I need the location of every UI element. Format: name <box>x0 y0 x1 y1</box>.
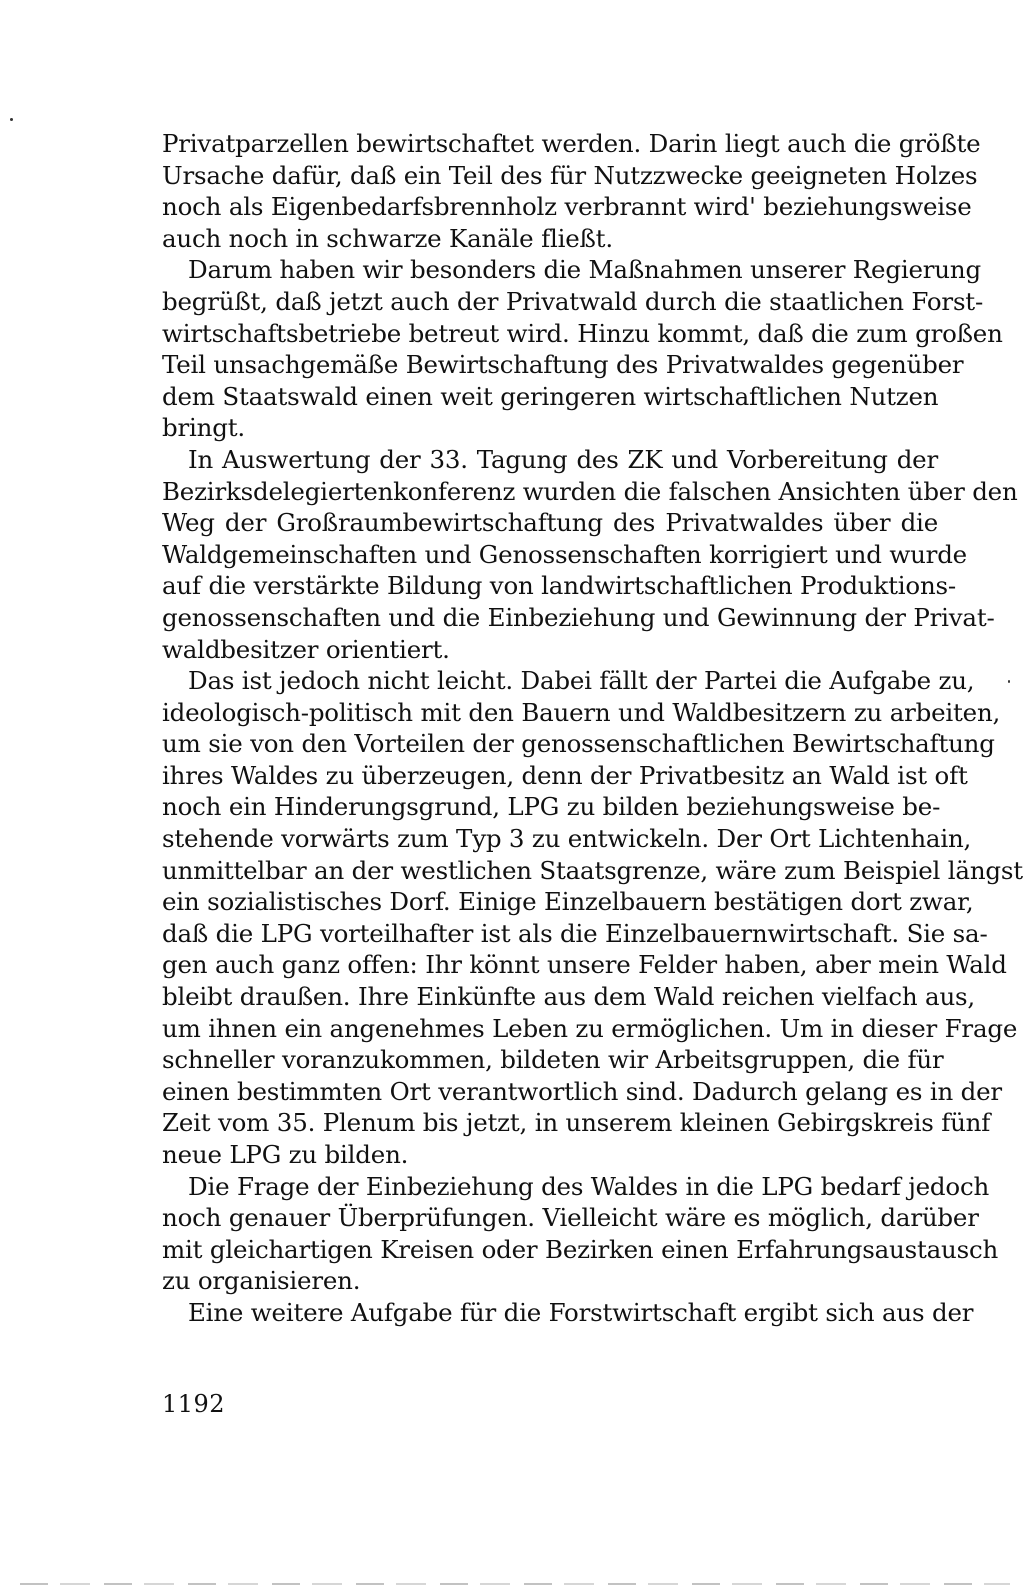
scan-speck <box>10 118 13 121</box>
text-line: zu organisieren. <box>162 1266 361 1296</box>
text-line: um sie von den Vorteilen der genossenschaftlichen Bewirtschaftung <box>162 729 995 759</box>
text-line: auf die verstärkte Bildung von landwirtschaftlichen Produktions- <box>162 571 956 601</box>
text-line: auch noch in schwarze Kanäle fließt. <box>162 223 613 253</box>
text-line: Bezirksdelegiertenkonferenz wurden die falschen Ansichten über den <box>162 476 1018 506</box>
text-line: noch genauer Überprüfungen. Vielleicht wäre es möglich, darüber <box>162 1203 979 1233</box>
text-line: neue LPG zu bilden. <box>162 1140 409 1169</box>
text-line: schneller voranzukommen, bildeten wir Arbeitsgruppen, die für <box>162 1045 944 1075</box>
paragraph <box>162 444 1018 665</box>
scan-edge <box>20 1583 1010 1585</box>
text-line: bringt. <box>162 413 245 443</box>
text-line: begrüßt, daß jetzt auch der Privatwald durch die staatlichen Forst- <box>162 286 984 316</box>
text-line: Ursache dafür, daß ein Teil des für Nutzzwecke geeigneten Holzes <box>162 160 978 190</box>
text-line: Die Frage der Einbeziehung des Waldes in die LPG bedarf jedoch <box>188 1171 990 1201</box>
text-line: gen auch ganz offen: Ihr könnt unsere Felder haben, aber mein Wald <box>162 950 1007 980</box>
text-line: Teil unsachgemäße Bewirtschaftung des Privatwaldes gegenüber <box>162 350 964 380</box>
paragraph <box>162 254 1003 444</box>
paragraph <box>162 128 981 254</box>
text-line: Das ist jedoch nicht leicht. Dabei fällt der Partei die Aufgabe zu, <box>188 666 975 696</box>
paragraph <box>162 1297 974 1329</box>
text-line: daß die LPG vorteilhafter ist als die Einzelbauernwirtschaft. Sie sa- <box>162 918 988 948</box>
text-line: Eine weitere Aufgabe für die Forstwirtschaft ergibt sich aus der <box>188 1297 974 1327</box>
text-line: stehende vorwärts zum Typ 3 zu entwickeln. Der Ort Lichtenhain, <box>162 824 972 854</box>
text-line: waldbesitzer orientiert. <box>162 634 450 664</box>
body-text <box>162 128 1023 1329</box>
text-line: genossenschaften und die Einbeziehung und Gewinnung der Privat- <box>162 602 995 632</box>
text-line: ein sozialistisches Dorf. Einige Einzelbauern bestätigen dort zwar, <box>162 887 974 917</box>
text-line: wirtschaftsbetriebe betreut wird. Hinzu kommt, daß die zum großen <box>162 318 1003 348</box>
text-line: bleibt draußen. Ihre Einkünfte aus dem Wald reichen vielfach aus, <box>162 982 975 1012</box>
text-line: noch ein Hinderungsgrund, LPG zu bilden beziehungsweise be- <box>162 792 941 822</box>
text-line: einen bestimmten Ort verantwortlich sind. Dadurch gelang es in der <box>162 1076 1002 1106</box>
paragraph <box>162 665 1023 1171</box>
page-number: 1192 <box>162 1390 226 1418</box>
text-line: mit gleichartigen Kreisen oder Bezirken einen Erfahrungsaustausch <box>162 1234 999 1264</box>
text-line: Weg der Großraumbewirtschaftung des Privatwaldes über die <box>162 508 938 538</box>
text-line: Darum haben wir besonders die Maßnahmen unserer Regierung <box>188 255 981 285</box>
text-line: unmittelbar an der westlichen Staatsgrenze, wäre zum Beispiel längst <box>162 855 1023 885</box>
paragraph <box>162 1171 999 1297</box>
text-line: ideologisch-politisch mit den Bauern und Waldbesitzern zu arbeiten, <box>162 697 1001 727</box>
text-line: um ihnen ein angenehmes Leben zu ermöglichen. Um in dieser Frage <box>162 1013 1018 1043</box>
text-line: Privatparzellen bewirtschaftet werden. Darin liegt auch die größte <box>162 129 981 158</box>
text-line: Zeit vom 35. Plenum bis jetzt, in unserem kleinen Gebirgskreis fünf <box>162 1108 991 1138</box>
scan-speck <box>1008 680 1010 683</box>
text-line: noch als Eigenbedarfsbrennholz verbrannt wird' beziehungsweise <box>162 192 972 222</box>
text-line: In Auswertung der 33. Tagung des ZK und Vorbereitung der <box>188 444 938 474</box>
text-line: Waldgemeinschaften und Genossenschaften korrigiert und wurde <box>162 539 967 569</box>
text-line: dem Staatswald einen weit geringeren wirtschaftlichen Nutzen <box>162 381 939 411</box>
text-line: ihres Waldes zu überzeugen, denn der Privatbesitz an Wald ist oft <box>162 760 968 790</box>
